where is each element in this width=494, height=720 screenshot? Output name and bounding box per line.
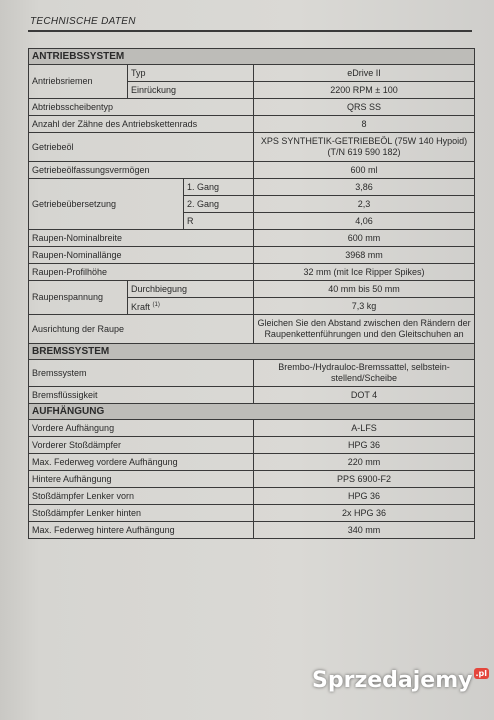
row-label-ausrichtung: Ausrichtung der Raupe xyxy=(29,315,254,344)
row-label-fassung: Getriebeölfassungsvermögen xyxy=(29,162,254,179)
sub-label-rueckwaerts: R xyxy=(184,213,254,230)
spec-table xyxy=(28,48,475,539)
value-lenker-hinten: 2x HPG 36 xyxy=(254,505,475,522)
header-rule xyxy=(28,30,472,32)
value-gang2: 2,3 xyxy=(254,196,475,213)
row-label-getriebeoel: Getriebeöl xyxy=(29,133,254,162)
value-bremsfluessigkeit: DOT 4 xyxy=(254,387,475,404)
value-laenge: 3968 mm xyxy=(254,247,475,264)
sub-label-gang2: 2. Gang xyxy=(184,196,254,213)
row-label-antriebsriemen: Antriebsriemen xyxy=(29,65,128,99)
value-durchbiegung: 40 mm bis 50 mm xyxy=(254,281,475,298)
watermark-logo xyxy=(312,668,489,693)
value-bremssystem: Brembo-/Hydrauloc-Bremssattel, selbstein-stellend/Scheibe xyxy=(254,360,475,387)
sub-label-kraft xyxy=(128,298,254,315)
value-vordere-aufhaengung: A-LFS xyxy=(254,420,475,437)
kraft-footnote: (1) xyxy=(152,301,160,308)
value-hintere-aufhaengung: PPS 6900-F2 xyxy=(254,471,475,488)
row-label-vorderer-stossdaempfer: Vorderer Stoßdämpfer xyxy=(29,437,254,454)
page-header: TECHNISCHE DATEN xyxy=(30,16,136,27)
value-typ: eDrive II xyxy=(254,65,475,82)
spec-table-container xyxy=(28,48,474,539)
section-header-brems: BREMSSYSTEM xyxy=(29,344,475,360)
sub-label-durchbiegung: Durchbiegung xyxy=(128,281,254,298)
row-label-bremssystem: Bremssystem xyxy=(29,360,254,387)
value-rueckwaerts: 4,06 xyxy=(254,213,475,230)
row-label-uebersetzung: Getriebeübersetzung xyxy=(29,179,184,230)
value-lenker-vorn: HPG 36 xyxy=(254,488,475,505)
row-label-spannung: Raupenspannung xyxy=(29,281,128,315)
value-federweg-vorne: 220 mm xyxy=(254,454,475,471)
value-getriebeoel: XPS SYNTHETIK-GETRIEBEÖL (75W 140 Hypoid) (T/N 619 590 182) xyxy=(254,133,475,162)
row-label-federweg-hinten: Max. Federweg hintere Aufhängung xyxy=(29,522,254,539)
section-header-aufhaengung: AUFHÄNGUNG xyxy=(29,404,475,420)
row-label-bremsfluessigkeit: Bremsflüssigkeit xyxy=(29,387,254,404)
row-label-federweg-vorne: Max. Federweg vordere Aufhängung xyxy=(29,454,254,471)
value-vorderer-stossdaempfer: HPG 36 xyxy=(254,437,475,454)
row-label-zaehne: Anzahl der Zähne des Antriebskettenrads xyxy=(29,116,254,133)
row-label-vordere-aufhaengung: Vordere Aufhängung xyxy=(29,420,254,437)
value-einrueckung: 2200 RPM ± 100 xyxy=(254,82,475,99)
sub-label-einrueckung: Einrückung xyxy=(128,82,254,99)
row-label-profil: Raupen-Profilhöhe xyxy=(29,264,254,281)
value-profil: 32 mm (mit Ice Ripper Spikes) xyxy=(254,264,475,281)
kraft-text: Kraft xyxy=(131,301,151,312)
watermark-badge: .pl xyxy=(475,669,488,678)
row-label-scheibentyp: Abtriebsscheibentyp xyxy=(29,99,254,116)
row-label-hintere-aufhaengung: Hintere Aufhängung xyxy=(29,471,254,488)
row-label-lenker-vorn: Stoßdämpfer Lenker vorn xyxy=(29,488,254,505)
value-scheibentyp: QRS SS xyxy=(254,99,475,116)
value-breite: 600 mm xyxy=(254,230,475,247)
sub-label-gang1: 1. Gang xyxy=(184,179,254,196)
value-gang1: 3,86 xyxy=(254,179,475,196)
row-label-breite: Raupen-Nominalbreite xyxy=(29,230,254,247)
section-header-antrieb: ANTRIEBSSYSTEM xyxy=(29,49,475,65)
value-kraft: 7,3 kg xyxy=(254,298,475,315)
value-federweg-hinten: 340 mm xyxy=(254,522,475,539)
row-label-laenge: Raupen-Nominallänge xyxy=(29,247,254,264)
watermark-text: Sprzedajemy xyxy=(312,668,473,693)
value-zaehne: 8 xyxy=(254,116,475,133)
value-fassung: 600 ml xyxy=(254,162,475,179)
sub-label-typ: Typ xyxy=(128,65,254,82)
value-ausrichtung: Gleichen Sie den Abstand zwischen den Rändern der Raupenkettenführungen und den Gleitschuhen an xyxy=(254,315,475,344)
row-label-lenker-hinten: Stoßdämpfer Lenker hinten xyxy=(29,505,254,522)
